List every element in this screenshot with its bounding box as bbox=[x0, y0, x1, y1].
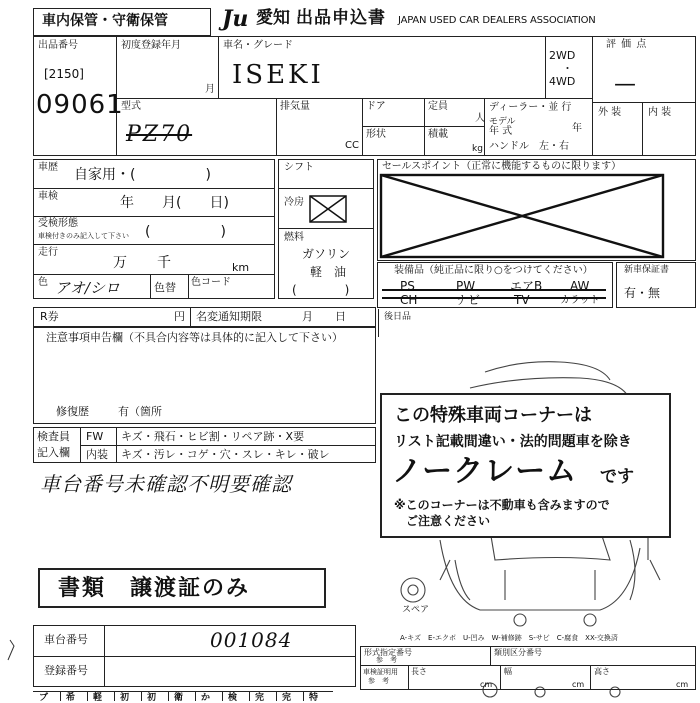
inspection-form-label: 受検形態 bbox=[38, 218, 78, 229]
lot-number: 09061 bbox=[36, 90, 124, 120]
displacement-label: 排気量 bbox=[280, 101, 310, 112]
logo-region: 愛知 bbox=[256, 8, 290, 28]
model-year-unit: 年 bbox=[572, 123, 582, 134]
width-label: 幅 bbox=[504, 667, 512, 676]
name-grade-label: 車名・グレード bbox=[223, 40, 293, 51]
drive-2wd: 2WD bbox=[549, 49, 576, 62]
damage-legend: A-キズ E-エクボ U-凹み W-補修跡 S-サビ C-腐食 XX-交換済 bbox=[400, 634, 618, 642]
shift-label: シフト bbox=[284, 162, 314, 173]
repair-history-label: 修復歴 bbox=[56, 405, 89, 418]
registration-label: 登録番号 bbox=[44, 664, 88, 677]
model-value: PZ70 bbox=[126, 122, 193, 147]
special-notice bbox=[380, 393, 671, 538]
displacement-unit: CC bbox=[345, 140, 359, 151]
capacity-unit: 人 bbox=[475, 113, 485, 124]
length-unit: cm bbox=[480, 680, 493, 689]
fuel-other: ( ) bbox=[292, 283, 350, 297]
type-designation-ref: 参 考 bbox=[376, 656, 397, 664]
footer-cell: ブ bbox=[39, 693, 49, 703]
inspection-form-value: ( ) bbox=[145, 224, 226, 240]
storage-box bbox=[33, 8, 211, 36]
association-name: JAPAN USED CAR DEALERS ASSOCIATION bbox=[398, 15, 596, 26]
model-year-label-2: 年 式 bbox=[489, 126, 513, 137]
mileage-sen: 千 bbox=[157, 255, 171, 271]
interior-row-label: 内装 bbox=[86, 448, 108, 461]
height-unit: cm bbox=[676, 680, 689, 689]
exterior-label: 外 装 bbox=[598, 107, 622, 118]
cooler-label: 冷房 bbox=[284, 197, 304, 208]
width-unit: cm bbox=[572, 680, 585, 689]
r-ticket-label: R券 bbox=[40, 310, 59, 323]
shape-label: 形状 bbox=[366, 129, 386, 140]
rating-value: — bbox=[614, 72, 636, 97]
handwritten-note: 車台番号未確認不明要確認 bbox=[40, 472, 292, 496]
load-label: 積載 bbox=[428, 129, 448, 140]
notice-no-claim: ノークレーム bbox=[392, 454, 578, 489]
new-guarantee-value: 有・無 bbox=[624, 286, 661, 300]
drive-4wd: 4WD bbox=[549, 75, 576, 88]
mileage-man: 万 bbox=[113, 255, 127, 271]
lot-label: 出品番号 bbox=[38, 40, 78, 51]
model-year-label-1: モデル bbox=[489, 117, 516, 127]
after-item-label: 後日品 bbox=[384, 312, 412, 322]
height-label: 高さ bbox=[594, 667, 610, 676]
equipment-item-navi: ナビ bbox=[456, 293, 481, 307]
footer-cell: 特 bbox=[309, 693, 319, 703]
dealer-label: ディーラー・並 行 bbox=[489, 102, 572, 113]
handle-label: ハンドル 左・右 bbox=[489, 141, 569, 152]
footer-cell: 軽 bbox=[93, 693, 103, 703]
equipment-item-karat: カラット bbox=[560, 295, 600, 306]
ju-logo: Ju bbox=[222, 6, 249, 32]
lot-sub-number: [2150] bbox=[44, 67, 84, 81]
new-guarantee-label: 新車保証書 bbox=[624, 265, 670, 275]
footer-cell: 完 bbox=[255, 693, 265, 703]
inspection-form-note: 車検付きのみ記入して下さい bbox=[38, 232, 129, 240]
mileage-label: 走行 bbox=[38, 247, 58, 258]
form-title: 出品申込書 bbox=[296, 8, 386, 28]
footer-cell: か bbox=[201, 693, 211, 703]
sales-point-label: セールスポイント（正常に機能するものに限ります） bbox=[382, 161, 622, 172]
after-item-block bbox=[378, 309, 696, 337]
interior-row-text: キズ・汚レ・コゲ・穴・スレ・キレ・破レ bbox=[121, 448, 330, 461]
type-designation-label: 形式指定番号 bbox=[364, 648, 412, 657]
notice-note-1: ※このコーナーは不動車も含みますので bbox=[394, 498, 610, 512]
spare-label: スペア bbox=[402, 605, 430, 615]
chassis-label: 車台番号 bbox=[44, 633, 88, 646]
footer-cell: 初 bbox=[120, 693, 130, 703]
footer-cell: 初 bbox=[147, 693, 157, 703]
storage-label: 車内保管・守衛保管 bbox=[42, 13, 168, 29]
equipment-item-tv: TV bbox=[514, 293, 530, 307]
drive-dot: ・ bbox=[562, 62, 573, 75]
equipment-item-aw: AW bbox=[570, 279, 590, 293]
first-reg-month-unit: 月 bbox=[205, 84, 215, 95]
door-label: ドア bbox=[366, 101, 386, 112]
equipment-item-airbag: エアB bbox=[510, 279, 543, 293]
fuel-label: 燃料 bbox=[284, 232, 304, 243]
mileage-unit: km bbox=[232, 261, 250, 274]
footer-cell: 希 bbox=[66, 693, 76, 703]
rating-label: 評 価 点 bbox=[606, 39, 648, 50]
usage-label: 車歴 bbox=[38, 162, 58, 173]
insp-period-label: 名変通知期限 bbox=[196, 310, 262, 323]
color-value: アオ/シロ bbox=[55, 279, 120, 297]
cert-label: 車検証明用 bbox=[363, 668, 398, 676]
notice-line-1: この特殊車両コーナーは bbox=[394, 405, 592, 426]
margin-mark bbox=[8, 640, 14, 660]
load-unit: kg bbox=[472, 144, 483, 154]
model-label: 型式 bbox=[121, 101, 141, 112]
equipment-label: 装備品（純正品に限り○をつけてください） bbox=[394, 265, 593, 276]
equipment-item-pw: PW bbox=[456, 279, 476, 293]
documents-text: 書類 譲渡証のみ bbox=[58, 576, 251, 601]
r-ticket-unit: 円 bbox=[174, 310, 185, 323]
first-reg-label: 初度登録年月 bbox=[121, 40, 181, 51]
length-label: 長さ bbox=[411, 667, 427, 676]
footer-cell: 検 bbox=[228, 693, 238, 703]
usage-value: 自家用・( ) bbox=[74, 167, 211, 183]
inspector-label-2: 記入欄 bbox=[37, 446, 70, 459]
notice-desu: です bbox=[600, 467, 634, 487]
fw-label: FW bbox=[86, 430, 104, 443]
inspector-label-1: 検査員 bbox=[37, 430, 70, 443]
category-label: 類別区分番号 bbox=[494, 648, 542, 657]
sales-point-block bbox=[377, 159, 696, 261]
equipment-item-ps: PS bbox=[400, 279, 415, 293]
repair-history-value: 有（箇所 bbox=[118, 405, 162, 418]
notice-note-2: ご注意ください bbox=[406, 514, 491, 528]
insp-period-value: 月 日 bbox=[302, 310, 346, 323]
color-change-label: 色替 bbox=[154, 281, 176, 294]
inspection-value: 年 月( 日) bbox=[120, 195, 229, 211]
capacity-label: 定員 bbox=[428, 101, 448, 112]
color-code-label: 色コード bbox=[191, 277, 231, 288]
equipment-item-ch: CH bbox=[400, 293, 418, 307]
fw-text: キズ・飛石・ヒビ割・リペア跡・X要 bbox=[121, 430, 305, 443]
cert-ref: 参 考 bbox=[368, 677, 389, 685]
footer-cell: 衛 bbox=[174, 693, 184, 703]
inspection-label: 車検 bbox=[38, 191, 58, 202]
fuel-diesel: 軽 油 bbox=[310, 265, 347, 279]
footer-cell: 完 bbox=[282, 693, 292, 703]
fuel-gasoline: ガソリン bbox=[302, 247, 351, 261]
chassis-value: 001084 bbox=[210, 628, 293, 652]
color-label: 色 bbox=[38, 277, 48, 288]
notice-line-2: リスト記載間違い・法的問題車を除き bbox=[394, 434, 632, 450]
notes-header: 注意事項申告欄（不具合内容等は具体的に記入して下さい） bbox=[46, 331, 343, 344]
interior-label: 内 装 bbox=[648, 107, 672, 118]
documents-box bbox=[38, 568, 326, 608]
vehicle-name: ISEKI bbox=[232, 60, 324, 90]
